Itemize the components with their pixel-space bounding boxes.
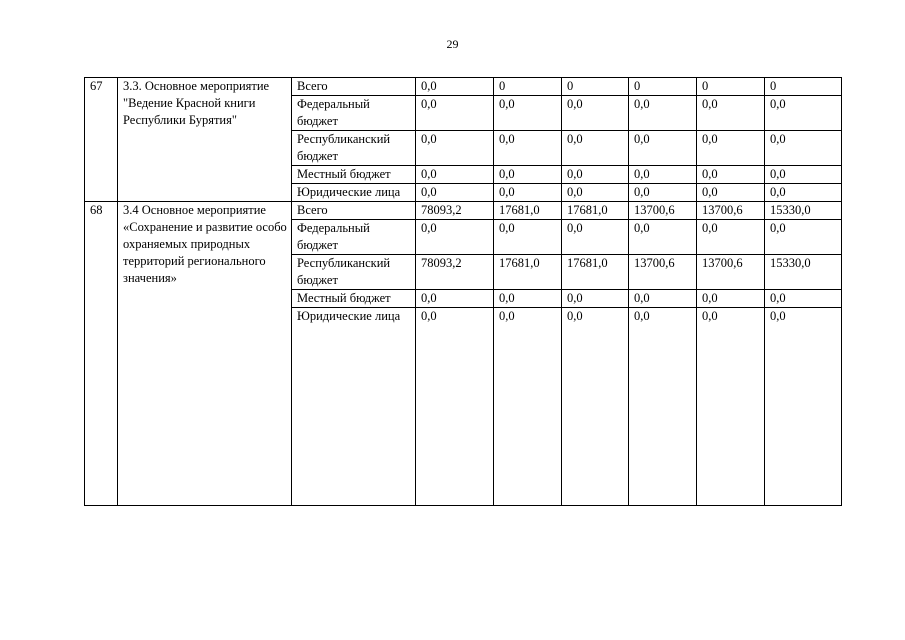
value-cell: 13700,6 xyxy=(697,202,765,220)
budget-table xyxy=(84,77,842,506)
value-cell: 0,0 xyxy=(494,308,562,506)
value-cell: 13700,6 xyxy=(629,255,697,290)
value-cell: 0,0 xyxy=(765,166,842,184)
value-cell: 0,0 xyxy=(697,184,765,202)
value-cell: 0,0 xyxy=(629,290,697,308)
value-cell: 0,0 xyxy=(416,78,494,96)
value-cell: 0,0 xyxy=(494,184,562,202)
funding-source: Всего xyxy=(292,202,416,220)
funding-source: Республиканский бюджет xyxy=(292,255,416,290)
value-cell: 0 xyxy=(562,78,629,96)
value-cell: 0,0 xyxy=(562,220,629,255)
value-cell: 0,0 xyxy=(629,96,697,131)
value-cell: 0,0 xyxy=(494,290,562,308)
value-cell: 0 xyxy=(697,78,765,96)
funding-source: Местный бюджет xyxy=(292,166,416,184)
value-cell: 0,0 xyxy=(416,96,494,131)
value-cell: 17681,0 xyxy=(494,255,562,290)
value-cell: 78093,2 xyxy=(416,255,494,290)
value-cell: 0,0 xyxy=(629,184,697,202)
value-cell: 0,0 xyxy=(494,131,562,166)
value-cell: 0,0 xyxy=(416,290,494,308)
value-cell: 0,0 xyxy=(697,131,765,166)
value-cell: 0,0 xyxy=(416,184,494,202)
funding-source: Федеральный бюджет xyxy=(292,220,416,255)
value-cell: 0,0 xyxy=(765,96,842,131)
value-cell: 0,0 xyxy=(765,220,842,255)
funding-source: Юридические лица xyxy=(292,184,416,202)
value-cell: 78093,2 xyxy=(416,202,494,220)
value-cell: 0,0 xyxy=(562,290,629,308)
value-cell: 0,0 xyxy=(765,290,842,308)
value-cell: 0,0 xyxy=(629,166,697,184)
value-cell: 0,0 xyxy=(416,131,494,166)
value-cell: 0,0 xyxy=(416,308,494,506)
value-cell: 13700,6 xyxy=(697,255,765,290)
value-cell: 0,0 xyxy=(697,290,765,308)
value-cell: 0,0 xyxy=(494,166,562,184)
value-cell: 0,0 xyxy=(765,184,842,202)
row-number: 68 xyxy=(85,202,118,506)
value-cell: 0,0 xyxy=(562,96,629,131)
value-cell: 0,0 xyxy=(765,308,842,506)
value-cell: 0 xyxy=(765,78,842,96)
funding-source: Республиканский бюджет xyxy=(292,131,416,166)
row-number: 67 xyxy=(85,78,118,202)
page-number: 29 xyxy=(446,37,459,51)
value-cell: 0,0 xyxy=(416,166,494,184)
value-cell: 0,0 xyxy=(629,308,697,506)
value-cell: 0,0 xyxy=(562,308,629,506)
value-cell: 0,0 xyxy=(494,96,562,131)
activity-description: 3.4 Основное мероприятие «Сохранение и развитие особо охраняемых природных территорий регионального значения» xyxy=(118,202,292,506)
value-cell: 13700,6 xyxy=(629,202,697,220)
value-cell: 0,0 xyxy=(697,96,765,131)
value-cell: 0,0 xyxy=(697,166,765,184)
value-cell: 0,0 xyxy=(562,131,629,166)
value-cell: 0 xyxy=(494,78,562,96)
value-cell: 15330,0 xyxy=(765,255,842,290)
value-cell: 0,0 xyxy=(494,220,562,255)
table-row xyxy=(85,202,842,220)
value-cell: 0,0 xyxy=(562,166,629,184)
value-cell: 15330,0 xyxy=(765,202,842,220)
funding-source: Местный бюджет xyxy=(292,290,416,308)
value-cell: 0,0 xyxy=(697,308,765,506)
activity-description: 3.3. Основное мероприятие "Ведение Красной книги Республики Бурятия" xyxy=(118,78,292,202)
value-cell: 0,0 xyxy=(765,131,842,166)
value-cell: 0,0 xyxy=(697,220,765,255)
value-cell: 0,0 xyxy=(416,220,494,255)
value-cell: 0,0 xyxy=(629,131,697,166)
value-cell: 17681,0 xyxy=(562,255,629,290)
value-cell: 17681,0 xyxy=(494,202,562,220)
value-cell: 0 xyxy=(629,78,697,96)
table-row xyxy=(85,78,842,96)
funding-source: Юридические лица xyxy=(292,308,416,506)
funding-source: Всего xyxy=(292,78,416,96)
value-cell: 0,0 xyxy=(562,184,629,202)
value-cell: 17681,0 xyxy=(562,202,629,220)
value-cell: 0,0 xyxy=(629,220,697,255)
funding-source: Федеральный бюджет xyxy=(292,96,416,131)
